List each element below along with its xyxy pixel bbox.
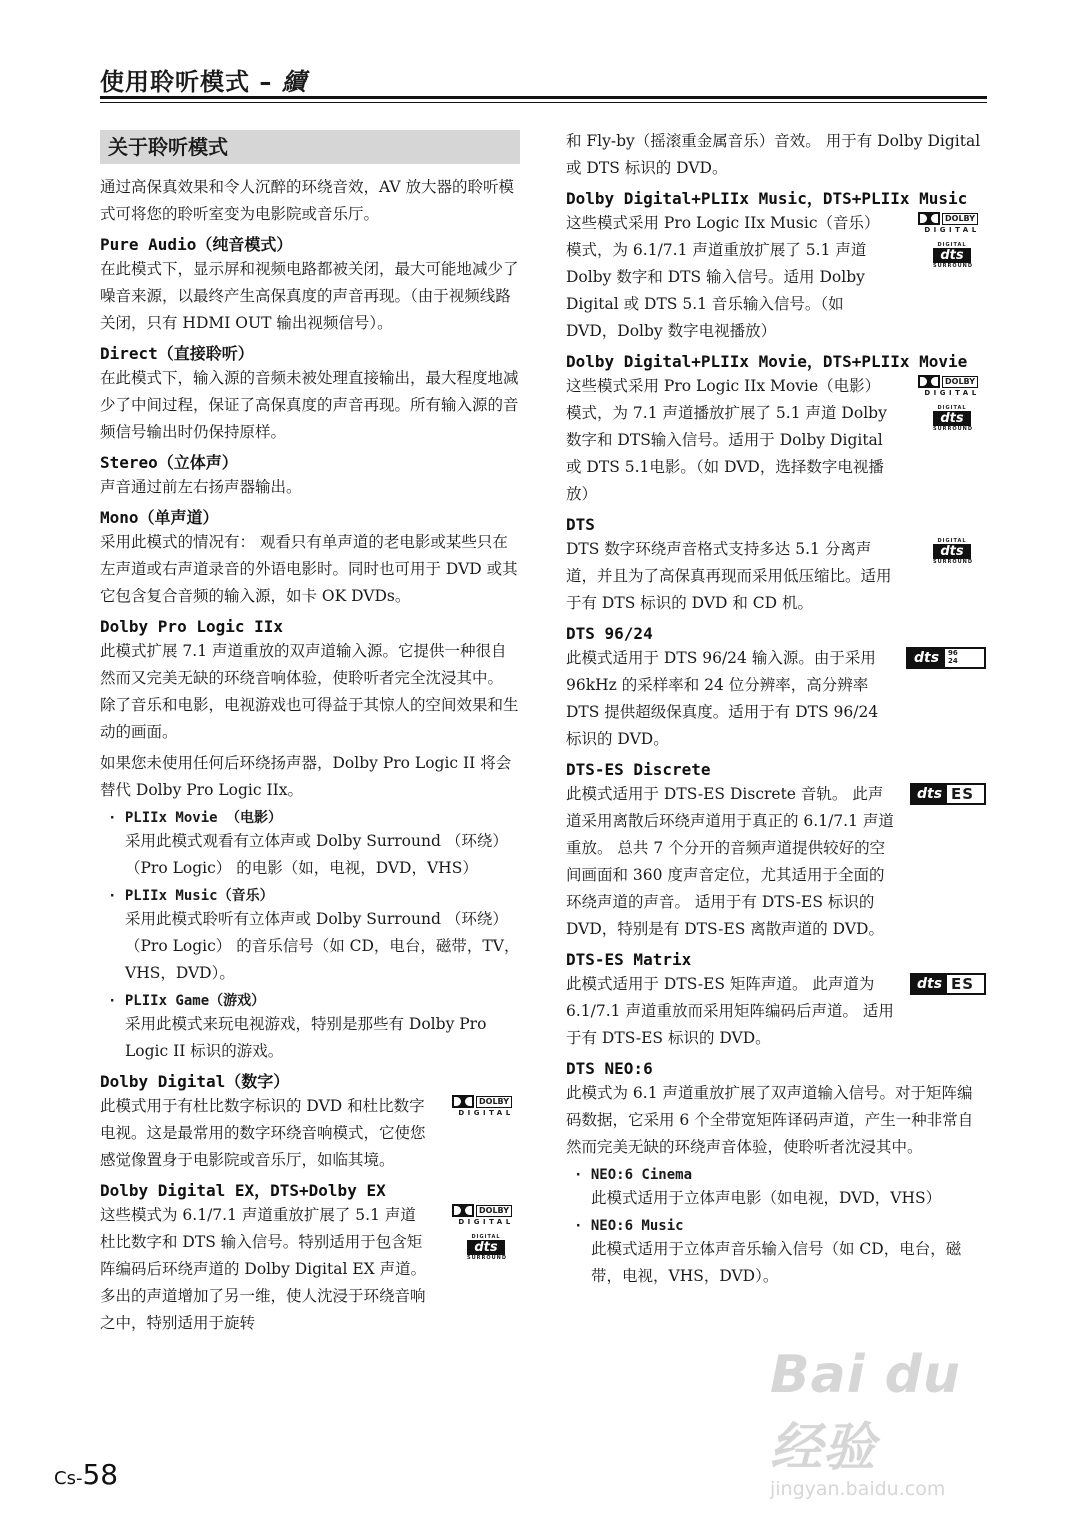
dolby-digital-text: 此模式用于有杜比数字标识的 DVD 和杜比数字电视。这是最常用的数字环绕音响模式，它使您感觉像置身于电影院或音乐厅，如临其境。	[100, 1097, 426, 1169]
bullet-pliix-music	[108, 886, 520, 987]
dolby-word: DOLBY	[942, 376, 978, 388]
title-text: 使用聆听模式	[100, 68, 250, 96]
direct-heading: Direct（直接聆听）	[100, 344, 254, 363]
dts-es-discrete-heading: DTS-ES Discrete	[566, 760, 711, 779]
dolby-word: DOLBY	[476, 1205, 512, 1217]
dolby-digital-label: DIGITAL	[458, 1109, 514, 1117]
dts-es-discrete-text: 此模式适用于 DTS-ES Discrete 音轨。 此声道采用离散后环绕声道用于真正的 6.1/7.1 声道重放。 总共 7 个分开的音频声道提供较好的空间画面和 360 度声音定位，尤其适用于全面的环绕声道的声音。 适用于有 DTS-ES 标识的 DVD，特别是有 DTS-ES 离散声道的 DVD。	[566, 785, 894, 938]
intro-text: 通过高保真效果和令人沉醉的环绕音效，AV 放大器的聆听模式可将您的聆听室变为电影院或音乐厅。	[100, 178, 515, 223]
neo6-cinema-text: 此模式适用于立体声电影（如电视，DVD，VHS）	[591, 1189, 942, 1207]
mono-heading: Mono（单声道）	[100, 508, 219, 527]
dolby-dd-icon	[452, 1095, 474, 1108]
neo6-heading: DTS NEO:6	[566, 1059, 653, 1078]
dolby-dd-icon	[918, 212, 940, 225]
pliix-movie-combo-text: 这些模式采用 Pro Logic IIx Movie（电影）模式，为 7.1 声道播放扩展了 5.1 声道 Dolby 数字和 DTS输入信号。适用于 Dolby Digital 或 DTS 5.1电影。（如 DVD，选择数字电视播放）	[566, 377, 887, 503]
dolby-digital-label: DIGITAL	[924, 226, 980, 234]
watermark	[770, 1345, 1030, 1500]
direct-text: 在此模式下，输入源的音频未被处理直接输出，最大程度地减少了中间过程，保证了高保真度的声音再现。所有输入源的音频信号输出时仍保持原样。	[100, 369, 519, 441]
pure-audio-heading: Pure Audio（纯音模式）	[100, 235, 293, 254]
pliix-music-combo-text: 这些模式采用 Pro Logic IIx Music（音乐）模式，为 6.1/7.1 声道重放扩展了 5.1 声道 Dolby 数字和 DTS 输入信号。适用 Dolby Digital 或 DTS 5.1 音乐输入信号。（如 DVD，Dolby 数字电视播放）	[566, 214, 880, 340]
page-title	[100, 62, 307, 97]
pliix-music-combo-heading: Dolby Digital+PLIIx Music，DTS+PLIIx Music	[566, 189, 968, 208]
dts-heading: DTS	[566, 515, 595, 534]
dts-logo: DIGITAL dts SURROUND	[933, 405, 974, 432]
dts9624-block	[566, 645, 986, 753]
watermark-brand: Bai du 经验	[770, 1345, 961, 1478]
dts-es-logo: dts ES	[910, 783, 986, 805]
dolby-digital-logo	[452, 1095, 520, 1117]
mono-text: 采用此模式的情况有： 观看只有单声道的老电影或某些只在左声道或右声道录音的外语电影时。同时也可用于 DVD 或其它包含复合音频的输入源，如卡 OK DVDs。	[100, 533, 518, 605]
pliix-movie-combo-block	[566, 373, 986, 508]
pliix-music-combo-block	[566, 210, 986, 345]
dolby-dd-icon	[452, 1204, 474, 1217]
header-rule-thick	[100, 96, 987, 99]
dd-ex-block	[100, 1202, 520, 1337]
dd-ex-heading: Dolby Digital EX，DTS+Dolby EX	[100, 1181, 386, 1200]
right-column	[566, 128, 986, 1290]
dts-es-matrix-block	[566, 971, 986, 1052]
dolby-digital-heading: Dolby Digital（数字）	[100, 1072, 290, 1091]
page-prefix: Cs-	[54, 1468, 83, 1489]
dolby-word: DOLBY	[476, 1096, 512, 1108]
pliix-movie-text: 采用此模式观看有立体声或 Dolby Surround （环绕） （Pro Logic） 的电影（如，电视，DVD，VHS）	[125, 832, 508, 877]
neo6-music-heading: · NEO:6 Music	[574, 1216, 986, 1236]
dts-es-logo: dts ES	[910, 973, 986, 995]
dolby-digital-label: DIGITAL	[924, 389, 980, 397]
watermark-url: jingyan.baidu.com	[770, 1478, 946, 1500]
dts-es-discrete-block	[566, 781, 986, 943]
title-continued: 續	[281, 68, 307, 96]
bullet-neo6-cinema	[574, 1165, 986, 1212]
neo6-text: 此模式为 6.1 声道重放扩展了双声道输入信号。对于矩阵编码数据，它采用 6 个全带宽矩阵译码声道，产生一种非常自然而完美无缺的环绕声音体验，使聆听者沈浸其中。	[566, 1084, 974, 1156]
dts-es-matrix-heading: DTS-ES Matrix	[566, 950, 692, 969]
dts-es-matrix-text: 此模式适用于 DTS-ES 矩阵声道。 此声道为 6.1/7.1 声道重放而采用矩阵编码后声道。 适用于有 DTS-ES 标识的 DVD。	[566, 975, 894, 1047]
pliix-movie-combo-heading: Dolby Digital+PLIIx Movie，DTS+PLIIx Movie	[566, 352, 968, 371]
bullet-pliix-movie	[108, 808, 520, 882]
section-title: 关于聆听模式	[100, 130, 520, 164]
dolby-word: DOLBY	[942, 213, 978, 225]
pliix-game-text: 采用此模式来玩电视游戏，特别是那些有 Dolby Pro Logic II 标识的游戏。	[125, 1015, 487, 1060]
dts-logo: DIGITAL dts SURROUND	[467, 1234, 508, 1261]
dolby-digital-label: DIGITAL	[458, 1218, 514, 1226]
page-number	[54, 1458, 118, 1491]
bullet-pliix-game	[108, 991, 520, 1065]
dts9624-heading: DTS 96/24	[566, 624, 653, 643]
pliix-heading: Dolby Pro Logic IIx	[100, 617, 284, 636]
neo6-music-text: 此模式适用于立体声音乐输入信号（如 CD，电台，磁带，电视，VHS，DVD）。	[591, 1240, 962, 1285]
pliix-movie-heading: · PLIIx Movie （电影）	[108, 808, 520, 828]
dts-logo: DIGITAL dts SURROUND	[933, 242, 974, 269]
pliix-music-heading: · PLIIx Music（音乐）	[108, 886, 520, 906]
header-rule-thin	[100, 102, 987, 103]
title-separator: –	[259, 68, 273, 96]
dolby-digital-block	[100, 1093, 520, 1174]
bullet-neo6-music	[574, 1216, 986, 1290]
pliix-music-logos	[918, 212, 986, 269]
dts-text: DTS 数字环绕声音格式支持多达 5.1 分离声道，并且为了高保真再现而采用低压缩比。适用于有 DTS 标识的 DVD 和 CD 机。	[566, 540, 892, 612]
dts-block	[566, 536, 986, 617]
pliix-note: 如果您未使用任何后环绕扬声器，Dolby Pro Logic II 将会替代 Dolby Pro Logic IIx。	[100, 754, 512, 799]
dts9624-logo: dts 96 24	[906, 647, 986, 669]
stereo-text: 声音通过前左右扬声器输出。	[100, 478, 302, 496]
dts-logo: DIGITAL dts SURROUND	[933, 538, 974, 565]
neo6-cinema-heading: · NEO:6 Cinema	[574, 1165, 986, 1185]
pliix-movie-logos	[918, 375, 986, 432]
dd-ex-text: 这些模式为 6.1/7.1 声道重放扩展了 5.1 声道杜比数字和 DTS 输入信号。特别适用于包含矩阵编码后环绕声道的 Dolby Digital EX 声道。 多出的声道增加了另一维，使人沈浸于环绕音响之中，特别适用于旋转	[100, 1206, 427, 1332]
pliix-game-heading: · PLIIx Game（游戏）	[108, 991, 520, 1011]
pure-audio-text: 在此模式下，显示屏和视频电路都被关闭，最大可能地减少了噪音来源，以最终产生高保真度的声音再现。（由于视频线路关闭，只有 HDMI OUT 输出视频信号）。	[100, 260, 519, 332]
dts9624-text: 此模式适用于 DTS 96/24 输入源。由于采用 96kHz 的采样率和 24 位分辨率，高分辨率 DTS 提供超级保真度。适用于有 DTS 96/24 标识的 DVD。	[566, 649, 879, 748]
dd-ex-logos	[452, 1204, 520, 1261]
stereo-heading: Stereo（立体声）	[100, 453, 238, 472]
pliix-text: 此模式扩展 7.1 声道重放的双声道输入源。它提供一种很自然而又完美无缺的环绕音响体验，使聆听者完全沈浸其中。 除了音乐和电影，电视游戏也可得益于其惊人的空间效果和生动的画面。	[100, 642, 519, 741]
left-column	[100, 130, 520, 1337]
continuation-text: 和 Fly-by（摇滚重金属音乐）音效。 用于有 Dolby Digital 或 DTS 标识的 DVD。	[566, 132, 981, 177]
page-num: 58	[82, 1458, 119, 1491]
pliix-music-text: 采用此模式聆听有立体声或 Dolby Surround （环绕） （Pro Logic） 的音乐信号（如 CD，电台，磁带，TV，VHS，DVD）。	[125, 910, 520, 982]
dts-only-logo	[918, 538, 986, 565]
dolby-dd-icon	[918, 375, 940, 388]
